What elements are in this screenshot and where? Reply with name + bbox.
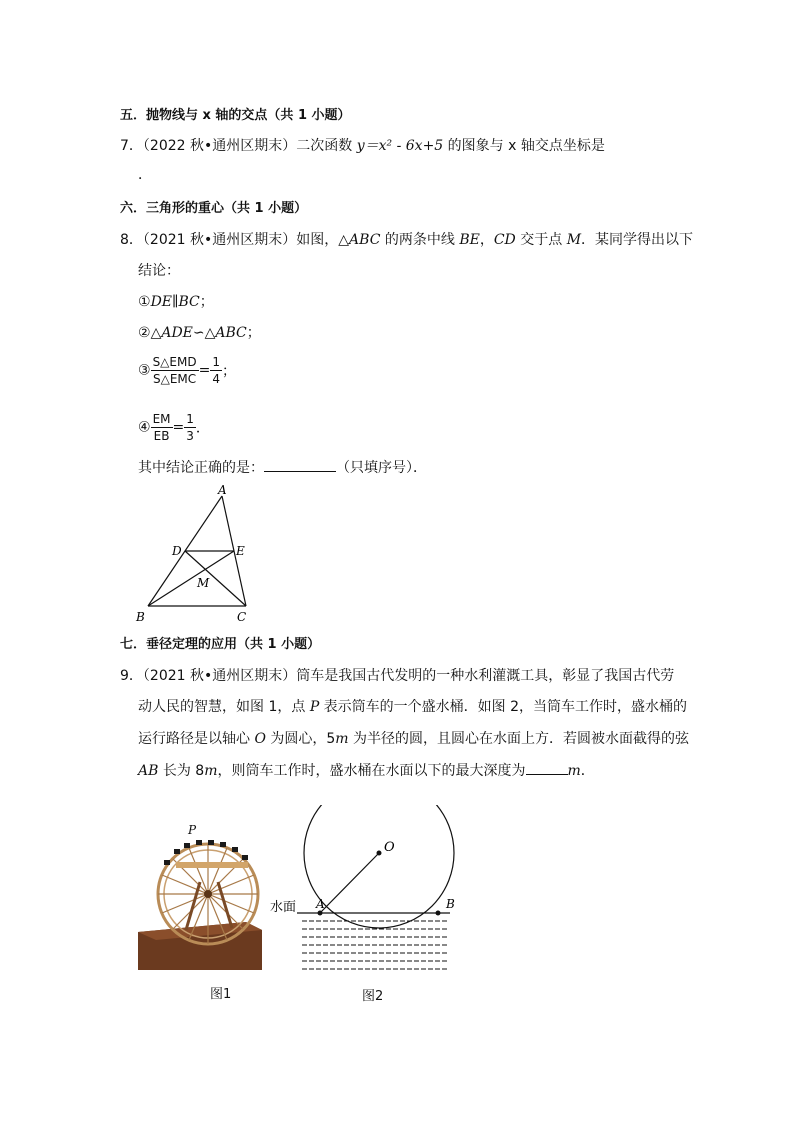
answer-blank[interactable] <box>526 774 568 775</box>
var-o: O <box>254 731 266 747</box>
fraction-numerator: 1 <box>212 355 220 369</box>
label-c: C <box>237 610 247 624</box>
question-text: （只填序号）． <box>336 460 427 476</box>
circle-chord-figure <box>268 805 468 975</box>
unit-m: m <box>335 731 349 747</box>
separator: ， <box>479 232 494 248</box>
punct: ； <box>221 363 236 380</box>
punct: ； <box>199 294 214 310</box>
question-number: 9． <box>120 668 143 684</box>
question-source: （2021 秋•通州区期末） <box>142 232 297 248</box>
question-text: ．某同学得出以下 <box>581 232 694 248</box>
conclusion-expr: DE∥BC <box>150 294 200 310</box>
punct: ． <box>580 763 595 779</box>
var-p: P <box>309 699 320 715</box>
radius-oa <box>320 853 379 913</box>
water-wheel-photo <box>136 822 266 972</box>
var-be: BE <box>459 232 480 248</box>
answer-line <box>138 164 152 184</box>
question-text: 长为 8 <box>158 763 205 779</box>
question-number: 7． <box>120 138 143 154</box>
fraction-numerator: EM <box>152 412 171 426</box>
question-number: 8． <box>120 232 143 248</box>
label-p: P <box>188 823 197 837</box>
fraction-denominator: 3 <box>186 429 194 443</box>
fraction-numerator: S△EMD <box>152 355 197 369</box>
fraction-numerator: 1 <box>186 412 194 426</box>
conclusion-expr: △ADE∽△ABC <box>150 325 247 341</box>
question-9-line2 <box>138 696 687 716</box>
question-text: 的图象与 x 轴交点坐标是 <box>443 138 605 154</box>
question-text: 其中结论正确的是： <box>138 460 264 476</box>
point-b <box>436 911 441 916</box>
figure-1-caption: 图1 <box>210 987 232 1002</box>
conclusion-mark: ④ <box>138 419 151 436</box>
var-m: M <box>566 232 582 248</box>
question-9-line4 <box>138 760 595 780</box>
conclusion-mark: ① <box>138 294 151 310</box>
equals: = <box>198 362 211 379</box>
label-d: D <box>172 544 182 558</box>
median-be <box>148 551 234 606</box>
punct: ． <box>195 420 210 437</box>
question-text: 为圆心，5 <box>265 731 336 747</box>
answer-blank[interactable] <box>264 471 336 472</box>
fraction-area <box>151 354 199 387</box>
question-text: 表示筒车的一个盛水桶．如图 2，当筒车工作时，盛水桶的 <box>319 699 688 715</box>
equals: = <box>172 419 185 436</box>
answer-blank-end: ． <box>138 167 152 183</box>
unit-m: m <box>204 763 218 779</box>
question-text: 的两条中线 <box>380 232 460 248</box>
question-source: （2021 秋•通州区期末） <box>142 668 297 684</box>
question-8-ask <box>138 457 427 477</box>
punct: ； <box>246 325 261 341</box>
fraction-value <box>210 354 222 387</box>
var-abc: ABC <box>349 232 381 248</box>
label-e: E <box>236 544 245 558</box>
figure-2-caption: 图2 <box>362 989 384 1004</box>
question-text: 如图，△ <box>296 232 350 248</box>
water-label: 水面 <box>270 900 297 915</box>
question-text: 交于点 <box>515 232 567 248</box>
conclusion-mark: ③ <box>138 362 151 379</box>
label-m: M <box>197 576 210 590</box>
label-b: B <box>446 897 455 911</box>
fraction-denominator: 4 <box>212 372 220 386</box>
label-o: O <box>384 840 395 855</box>
var-cd: CD <box>493 232 516 248</box>
question-9 <box>120 665 674 685</box>
conclusion-2 <box>138 322 261 342</box>
fraction-value <box>184 411 196 444</box>
conclusion-mark: ② <box>138 325 151 341</box>
wheel-path-circle <box>304 805 454 928</box>
label-a: A <box>316 897 325 911</box>
center-point <box>377 851 382 856</box>
section-heading-7: 七．垂径定理的应用（共 1 小题） <box>120 637 321 652</box>
fraction-denominator: S△EMC <box>152 372 197 386</box>
question-source: （2022 秋•通州区期末） <box>142 138 297 154</box>
trough <box>176 862 248 868</box>
water-region <box>300 911 450 971</box>
triangle-figure <box>130 478 260 628</box>
question-8 <box>120 229 693 249</box>
label-a: A <box>218 483 227 497</box>
question-text: 为半径的圆，且圆心在水面上方．若圆被水面截得的弦 <box>348 731 690 747</box>
unit-m: m <box>567 763 581 779</box>
section-heading-6: 六．三角形的重心（共 1 小题） <box>120 201 308 216</box>
question-text: 二次函数 <box>296 138 357 154</box>
fraction-ratio <box>151 411 173 444</box>
conclusion-1 <box>138 291 214 311</box>
section-heading-5: 五．抛物线与 x 轴的交点（共 1 小题） <box>120 108 351 123</box>
question-text: 运行路径是以轴心 <box>138 731 255 747</box>
question-7 <box>120 135 605 155</box>
conclusion-3 <box>138 354 236 387</box>
question-text: 筒车是我国古代发明的一种水利灌溉工具，彰显了我国古代劳 <box>296 668 675 684</box>
label-b: B <box>136 610 145 624</box>
question-8-line2: 结论： <box>138 263 180 279</box>
formula: y＝x² - 6x+5 <box>356 138 444 154</box>
fraction-denominator: EB <box>153 429 170 443</box>
point-a <box>318 911 323 916</box>
question-text: 动人民的智慧，如图 1，点 <box>138 699 310 715</box>
conclusion-4 <box>138 411 210 444</box>
question-9-line3 <box>138 728 689 748</box>
median-cd <box>185 551 246 606</box>
question-text: ，则筒车工作时，盛水桶在水面以下的最大深度为 <box>217 763 526 779</box>
var-ab: AB <box>138 763 159 779</box>
